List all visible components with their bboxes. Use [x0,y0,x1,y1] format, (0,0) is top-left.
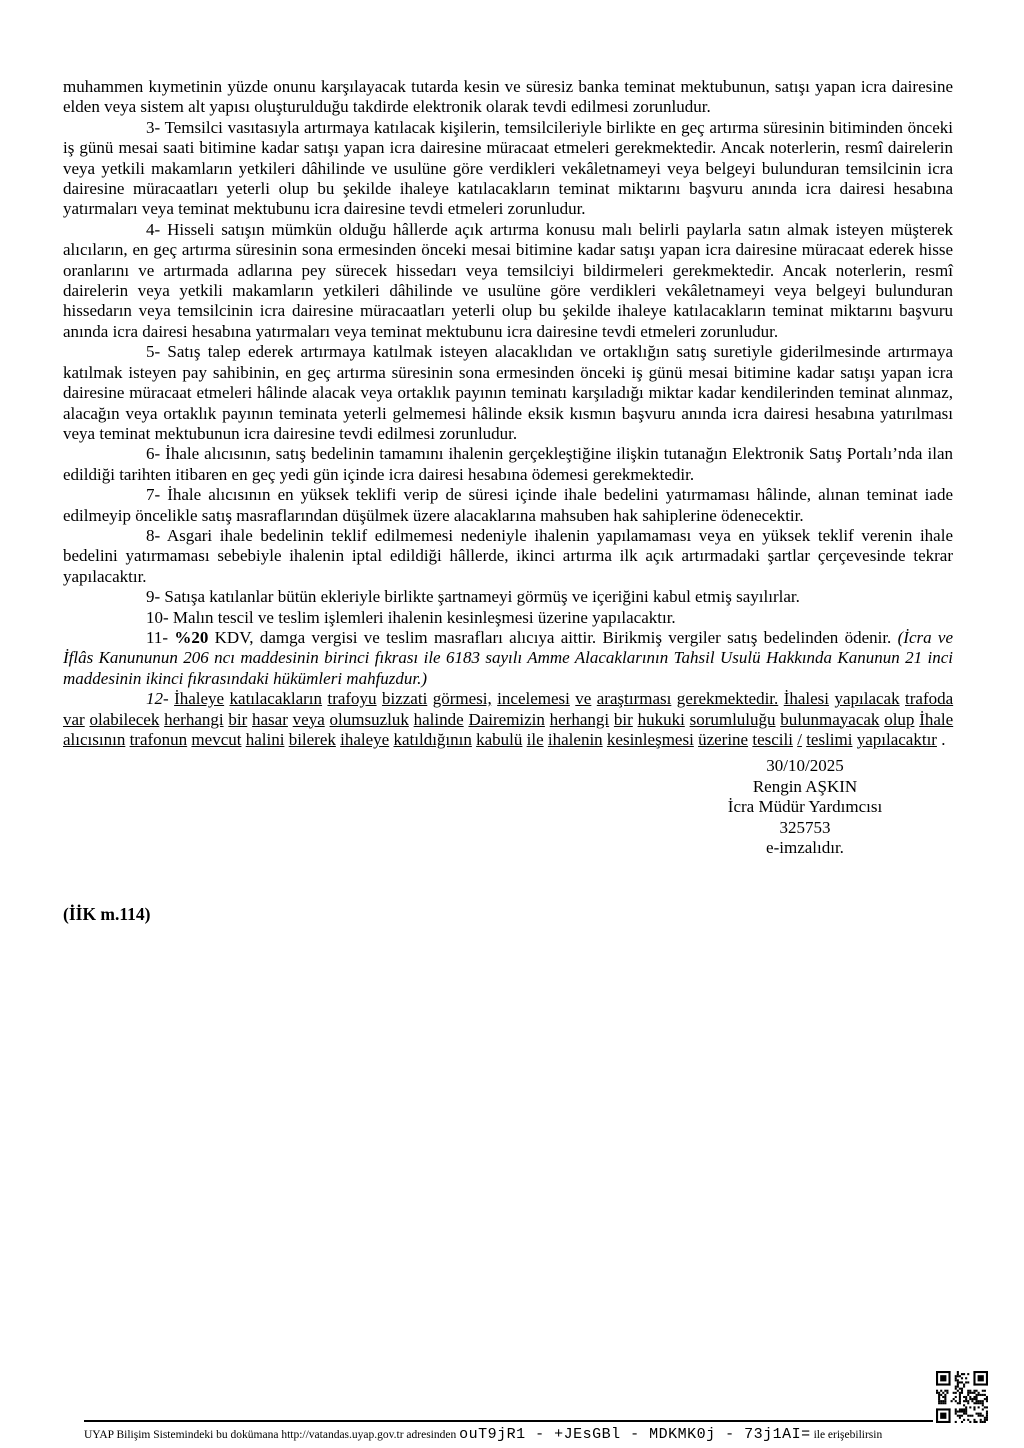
paragraph: 5- Satış talep ederek artırmaya katılmak isteyen alacaklıdan ve ortaklığın satış suretiyle giderilmesinde artırmaya katılmak isteyen pay sahibinin, en geç artırma süresinin sona ermesinden önceki iş günü mesai bitimine kadar satışı yapan icra dairesine müracaat etmeleri hâlinde alacak veya ortaklık payının teminatı karşıladığı miktar kadar kendilerinden teminat alınmaz, alacağın veya ortaklık payının teminata yeterli gelmemesi hâlinde eksik kısmın başvuru anında icra dairesi hesabına yatırılması veya teminat mektubunun icra dairesine tevdi edilmesi zorunludur. [63,342,953,443]
signature-name: Rengin AŞKIN [752,776,858,796]
paragraph: 3- Temsilci vasıtasıyla artırmaya katılacak kişilerin, temsilcileriyle birlikte en geç artırma süresinin bitiminden önceki iş günü mesai saati bitimine kadar satışı yapan icra dairesine müracaat etmeleri gerekmektedir. Ancak noterlerin, resmî dairelerin veya yetkili makamların yetkileri dâhilinde ve usulüne göre verdikleri vekâletnameyi veya belgeyi bulunduran temsilcinin icra dairesine müracaatları yeterli olup bu şekilde ihaleye katılacakların teminat miktarını başvuru anında icra dairesi hesabına yatırmaları veya teminat mektubunu icra dairesine tevdi etmeleri zorunludur. [63,117,953,219]
paragraph: 6- İhale alıcısının, satış bedelinin tamamını ihalenin gerçekleştiğine ilişkin tutanağın Elektronik Satış Portalı’nda ilan edildiği tarihten itibaren en geç yedi gün içinde icra dairesi hesabına ödemesi gerekmektedir. [63,444,953,484]
signature-number: 325753 [779,817,831,837]
paragraph: 4- Hisseli satışın mümkün olduğu hâllerde açık artırma konusu malı belirli paylarla satın almak isteyen müşterek alıcıların, en geç artırma süresinin sona ermesinden önceki mesai bitimine kadar satışı yapan icra dairesine müracaat ederek hisse oranlarını ve artırmada adlarına pey sürecek hissedarı veya temsilciyi bildirmeleri gerekmektedir. Ancak noterlerin, resmî dairelerin veya yetkili makamların yetkileri dâhilinde ve usulüne göre verdikleri vekâletnameyi veya belgeyi bulunduran hissedarın veya temsilcinin icra dairesine müracaatları yeterli olup bu şekilde ihaleye katılacakların teminat miktarını başvuru anında icra dairesi hesabına yatırmaları veya teminat mektubunu icra dairesine tevdi etmeleri zorunludur. [63,219,953,341]
legal-reference-note: (İİK m.114) [63,904,151,925]
qr-code [936,1371,988,1423]
footer-access-code: ouT9jR1 - +JEsGBl - MDKMK0j - 73j1AI= [459,1426,811,1443]
paragraph: muhammen kıymetinin yüzde onunu karşılayacak tutarda kesin ve süresiz banka teminat mektubunun, satışı yapan icra dairesine elden veya sistem alt yapısı oluşturulduğu takdirde elektronik olarak tevdi edilmesi zorunludur. [63,77,953,117]
signature-date: 30/10/2025 [766,756,844,776]
footer-prefix: UYAP Bilişim Sistemindeki bu dokümana [84,1429,279,1441]
document-body [63,77,953,925]
signature-esign: e-imzalıdır. [766,838,844,858]
footer-suffix: ile erişebilirsin [813,1429,883,1441]
signature-title: İcra Müdür Yardımcısı [727,797,883,817]
paragraph: 8- Asgari ihale bedelinin teklif edilmemesi nedeniyle ihalenin yapılamaması veya en yüksek teklif verenin ihale bedelini yatırmaması sebebiyle ihalenin iptal edildiği hâllerde, ikinci artırma ilk açık artırmadaki şartlar çerçevesinde tekrar yapılacaktır. [63,525,953,586]
paragraph: 9- Satışa katılanlar bütün ekleriyle birlikte şartnameyi görmüş ve içeriğini kabul etmiş sayılırlar. [146,587,800,607]
footer-divider [84,1420,933,1422]
paragraph: 10- Malın tescil ve teslim işlemleri ihalenin kesinleşmesi üzerine yapılacaktır. [146,607,676,627]
paragraph: 7- İhale alıcısının en yüksek teklifi verip de süresi içinde ihale bedelini yatırmaması hâlinde, alınan teminat iade edilmeyip öncelikle satış masraflarından düşülmek üzere alacaklarına mahsuben hak sahiplerine ödenecektir. [63,485,953,525]
signature-block [655,756,955,858]
footer-middle: adresinden [406,1429,457,1441]
footer-access-line [84,1426,984,1443]
body-paragraphs [63,77,953,750]
paragraph: 11- %20 KDV, damga vergisi ve teslim masrafları alıcıya aittir. Birikmiş vergiler satış bedelinden ödenir. (İcra ve İflâs Kanununun 206 ncı maddesinin birinci fıkrası ile 6183 sayılı Amme Alacaklarının Tahsil Usulü Hakkında Kanunun 21 inci maddesinin ikinci fıkrasındaki hükümleri mahfuzdur.) [63,627,954,688]
paragraph: 12- İhaleye katılacakların trafoyu bizzati görmesi, incelemesi ve araştırması gerekmektedir. İhalesi yapılacak trafoda var olabilecek herhangi bir hasar veya olumsuzluk halinde Dairemizin herhangi bir hukuki sorumluluğu bulunmayacak olup İhale alıcısının trafonun mevcut halini bilerek ihaleye katıldığının kabulü ile ihalenin kesinleşmesi üzerine tescili / teslimi yapılacaktır . [63,689,954,749]
footer-url: http://vatandas.uyap.gov.tr [281,1429,404,1441]
